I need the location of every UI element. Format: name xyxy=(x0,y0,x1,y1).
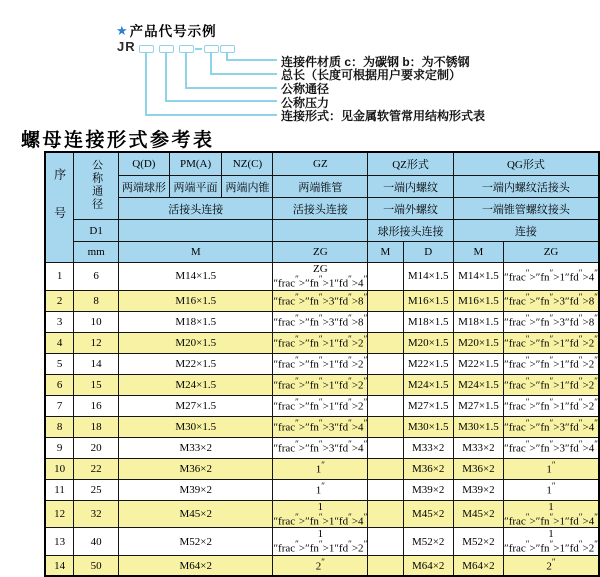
header-code-gz: GZ xyxy=(273,152,368,176)
cell-m: M20×1.5 xyxy=(119,332,273,353)
header-ends-gz: 两端锥管 xyxy=(273,176,368,198)
cell-no: 7 xyxy=(45,395,74,416)
header-conn2-qz: 球形接头连接 xyxy=(368,220,454,242)
cell-qz-d: M20×1.5 xyxy=(403,332,453,353)
cell-m: M22×1.5 xyxy=(119,353,273,374)
cell-no: 12 xyxy=(45,500,74,528)
header-d1: D1 xyxy=(74,220,119,242)
nut-connection-table xyxy=(44,151,600,577)
table-row xyxy=(45,332,599,353)
header-blank-gz xyxy=(273,220,368,242)
code-box-2 xyxy=(159,45,174,53)
code-box-4 xyxy=(204,45,219,53)
table-row xyxy=(45,528,599,556)
cell-m: M18×1.5 xyxy=(119,311,273,332)
cell-gz: ″frac″>″fn″>3″fd″>4″ xyxy=(273,437,368,458)
diagram-title-text: 产品代号示例 xyxy=(129,24,217,39)
connector-line xyxy=(226,59,277,61)
cell-qz-m xyxy=(368,528,403,556)
table-row xyxy=(45,500,599,528)
table-row xyxy=(45,458,599,479)
cell-qg-zg: 1 ″frac″>″fn″>1″fd″>4″ xyxy=(504,500,598,528)
star-icon: ★ xyxy=(116,22,128,38)
cell-m: M16×1.5 xyxy=(119,290,273,311)
cell-qg-zg: ″frac″>″fn″>3″fd″>4″ xyxy=(504,416,599,437)
header-ends-qg: 一端内螺纹活接头 xyxy=(453,176,599,198)
cell-dn: 40 xyxy=(74,528,119,556)
product-code-prefix: JR xyxy=(117,39,136,54)
cell-dn: 32 xyxy=(74,500,119,528)
table-row xyxy=(45,395,599,416)
cell-qg-m: M30×1.5 xyxy=(453,416,503,437)
header-ends-pm: 两端平面 xyxy=(169,176,222,198)
cell-no: 4 xyxy=(45,332,74,353)
cell-qg-zg: 2″ xyxy=(504,555,599,576)
cell-qz-m xyxy=(368,374,403,395)
cell-no: 2 xyxy=(45,290,74,311)
cell-dn: 16 xyxy=(74,395,119,416)
cell-qg-zg: ″frac″>″fn″>1″fd″>2″ xyxy=(504,332,599,353)
header-unit-qg-zg: ZG xyxy=(504,242,599,263)
cell-qg-m: M64×2 xyxy=(453,555,503,576)
cell-qg-m: M39×2 xyxy=(453,479,503,500)
table-row xyxy=(45,263,599,291)
header-conn-qpn: 活接头连接 xyxy=(119,198,273,220)
cell-gz: ″frac″>″fn″>1″fd″>2″ xyxy=(273,332,368,353)
cell-qg-zg: 1″ xyxy=(504,479,599,500)
cell-qz-d: M27×1.5 xyxy=(403,395,453,416)
header-code-qg: QG形式 xyxy=(453,152,599,176)
cell-no: 13 xyxy=(45,528,74,556)
header-unit-qpn: M xyxy=(119,242,273,263)
cell-gz: 1″ xyxy=(273,458,368,479)
cell-qg-zg: 1″ xyxy=(504,458,599,479)
table-row xyxy=(45,416,599,437)
cell-gz: ″frac″>″fn″>1″fd″>2″ xyxy=(273,353,368,374)
cell-dn: 25 xyxy=(74,479,119,500)
header-mm: mm xyxy=(74,242,119,263)
cell-qz-m xyxy=(368,437,403,458)
header-ends-nz: 两端内锥 xyxy=(222,176,273,198)
table-row xyxy=(45,353,599,374)
cell-qg-zg: ″frac″>″fn″>3″fd″>4″ xyxy=(504,437,599,458)
cell-no: 8 xyxy=(45,416,74,437)
cell-qz-m xyxy=(368,458,403,479)
header-unit-qz-d: D xyxy=(403,242,453,263)
code-box-3 xyxy=(179,45,194,53)
cell-gz: ″frac″>″fn″>1″fd″>2″ xyxy=(273,395,368,416)
cell-qz-m xyxy=(368,311,403,332)
connector-line xyxy=(185,87,277,89)
cell-qg-m: M52×2 xyxy=(453,528,503,556)
cell-qz-m xyxy=(368,500,403,528)
connector-line xyxy=(210,53,212,74)
cell-qg-m: M24×1.5 xyxy=(453,374,503,395)
cell-qg-zg: ″frac″>″fn″>1″fd″>2″ xyxy=(504,395,599,416)
cell-qz-m xyxy=(368,479,403,500)
connector-line xyxy=(210,73,277,75)
cell-m: M36×2 xyxy=(119,458,273,479)
cell-gz: 2″ xyxy=(273,555,368,576)
connector-line xyxy=(145,53,147,115)
header-code-q: Q(D) xyxy=(119,152,169,176)
cell-qz-m xyxy=(368,416,403,437)
cell-qz-d: M39×2 xyxy=(403,479,453,500)
cell-qg-zg: ″frac″>″fn″>3″fd″>8″ xyxy=(504,290,599,311)
cell-qg-zg: ″frac″>″fn″>1″fd″>4″ xyxy=(504,263,599,291)
connector-line xyxy=(165,100,277,102)
cell-m: M24×1.5 xyxy=(119,374,273,395)
cell-qz-d: M24×1.5 xyxy=(403,374,453,395)
cell-qz-m xyxy=(368,395,403,416)
cell-qz-d: M52×2 xyxy=(403,528,453,556)
cell-qg-zg: ″frac″>″fn″>1″fd″>2″ xyxy=(504,353,599,374)
table-row xyxy=(45,290,599,311)
cell-m: M30×1.5 xyxy=(119,416,273,437)
cell-qg-m: M14×1.5 xyxy=(453,263,503,291)
table-row xyxy=(45,555,599,576)
cell-gz: ″frac″>″fn″>3″fd″>4″ xyxy=(273,416,368,437)
cell-dn: 15 xyxy=(74,374,119,395)
cell-gz: ″frac″>″fn″>3″fd″>8″ xyxy=(273,290,368,311)
code-label-pressure: 公称压力 xyxy=(281,96,330,110)
cell-m: M33×2 xyxy=(119,437,273,458)
header-dn: 公称通径 xyxy=(74,152,119,220)
cell-qg-m: M20×1.5 xyxy=(453,332,503,353)
cell-dn: 18 xyxy=(74,416,119,437)
cell-no: 1 xyxy=(45,263,74,291)
cell-qz-m xyxy=(368,290,403,311)
cell-dn: 6 xyxy=(74,263,119,291)
cell-qz-d: M30×1.5 xyxy=(403,416,453,437)
header-conn2-qg: 连接 xyxy=(453,220,599,242)
code-label-connection: 连接形式：见金属软管常用结构形式表 xyxy=(281,109,486,123)
cell-m: M52×2 xyxy=(119,528,273,556)
cell-qz-d: M18×1.5 xyxy=(403,311,453,332)
cell-dn: 50 xyxy=(74,555,119,576)
cell-m: M14×1.5 xyxy=(119,263,273,291)
cell-dn: 10 xyxy=(74,311,119,332)
cell-qz-d: M64×2 xyxy=(403,555,453,576)
cell-qz-m xyxy=(368,555,403,576)
cell-no: 11 xyxy=(45,479,74,500)
cell-dn: 14 xyxy=(74,353,119,374)
cell-m: M39×2 xyxy=(119,479,273,500)
cell-no: 9 xyxy=(45,437,74,458)
table-row xyxy=(45,311,599,332)
table-body xyxy=(45,263,599,577)
code-dash xyxy=(195,48,202,50)
cell-qg-m: M33×2 xyxy=(453,437,503,458)
cell-qz-d: M14×1.5 xyxy=(403,263,453,291)
cell-qz-d: M45×2 xyxy=(403,500,453,528)
cell-gz: 1 ″frac″>″fn″>1″fd″>4″ xyxy=(273,500,368,528)
cell-qg-zg: ″frac″>″fn″>1″fd″>2″ xyxy=(504,374,599,395)
cell-dn: 12 xyxy=(74,332,119,353)
code-box-1 xyxy=(139,45,154,53)
product-code-diagram xyxy=(0,0,600,125)
cell-dn: 20 xyxy=(74,437,119,458)
header-seq: 序号 xyxy=(45,152,74,263)
header-conn-qz: 一端外螺纹 xyxy=(368,198,454,220)
cell-qz-m xyxy=(368,263,403,291)
table-row xyxy=(45,479,599,500)
code-box-5 xyxy=(220,45,235,53)
cell-no: 5 xyxy=(45,353,74,374)
table-title: 螺母连接形式参考表 xyxy=(21,130,215,151)
cell-no: 14 xyxy=(45,555,74,576)
cell-dn: 8 xyxy=(74,290,119,311)
cell-no: 10 xyxy=(45,458,74,479)
table-row xyxy=(45,374,599,395)
header-ends-q: 两端球形 xyxy=(119,176,169,198)
cell-qz-m xyxy=(368,353,403,374)
cell-qg-zg: 1 ″frac″>″fn″>1″fd″>2″ xyxy=(504,528,598,555)
cell-qg-m: M36×2 xyxy=(453,458,503,479)
cell-gz: ″frac″>″fn″>3″fd″>8″ xyxy=(273,311,368,332)
cell-gz: 1″ xyxy=(273,479,368,500)
cell-no: 3 xyxy=(45,311,74,332)
header-code-qz: QZ形式 xyxy=(368,152,454,176)
diagram-title xyxy=(116,20,217,40)
header-unit-qg-m: M xyxy=(453,242,503,263)
table-row xyxy=(45,437,599,458)
code-label-material: 连接件材质 c：为碳钢 b：为不锈钢 xyxy=(281,55,470,69)
cell-m: M27×1.5 xyxy=(119,395,273,416)
cell-gz: 1 ″frac″>″fn″>1″fd″>2″ xyxy=(273,528,368,555)
header-code-pm: PM(A) xyxy=(169,152,222,176)
header-unit-gz: ZG xyxy=(273,242,368,263)
cell-qz-d: M22×1.5 xyxy=(403,353,453,374)
cell-dn: 22 xyxy=(74,458,119,479)
cell-qz-d: M33×2 xyxy=(403,437,453,458)
header-conn-gz: 活接头连接 xyxy=(273,198,368,220)
cell-qz-d: M36×2 xyxy=(403,458,453,479)
code-label-diameter: 公称通径 xyxy=(281,82,330,96)
cell-m: M45×2 xyxy=(119,500,273,528)
connector-line xyxy=(145,114,277,116)
header-unit-qz-m: M xyxy=(368,242,403,263)
connector-line xyxy=(185,53,187,88)
cell-no: 6 xyxy=(45,374,74,395)
cell-qg-zg: ″frac″>″fn″>3″fd″>8″ xyxy=(504,311,599,332)
connector-line xyxy=(165,53,167,101)
cell-qz-m xyxy=(368,332,403,353)
header-ends-qz: 一端内螺纹 xyxy=(368,176,454,198)
cell-qg-m: M18×1.5 xyxy=(453,311,503,332)
header-conn-qg: 一端锥管螺纹接头 xyxy=(453,198,599,220)
cell-qg-m: M27×1.5 xyxy=(453,395,503,416)
header-blank-qpn xyxy=(119,220,273,242)
cell-qg-m: M45×2 xyxy=(453,500,503,528)
cell-qg-m: M16×1.5 xyxy=(453,290,503,311)
cell-qg-m: M22×1.5 xyxy=(453,353,503,374)
cell-m: M64×2 xyxy=(119,555,273,576)
cell-gz: ″frac″>″fn″>1″fd″>2″ xyxy=(273,374,368,395)
header-code-nz: NZ(C) xyxy=(222,152,273,176)
cell-gz: ZG ″frac″>″fn″>1″fd″>4″ xyxy=(273,263,368,290)
cell-qz-d: M16×1.5 xyxy=(403,290,453,311)
code-label-length: 总长（长度可根据用户要求定制） xyxy=(281,68,462,82)
